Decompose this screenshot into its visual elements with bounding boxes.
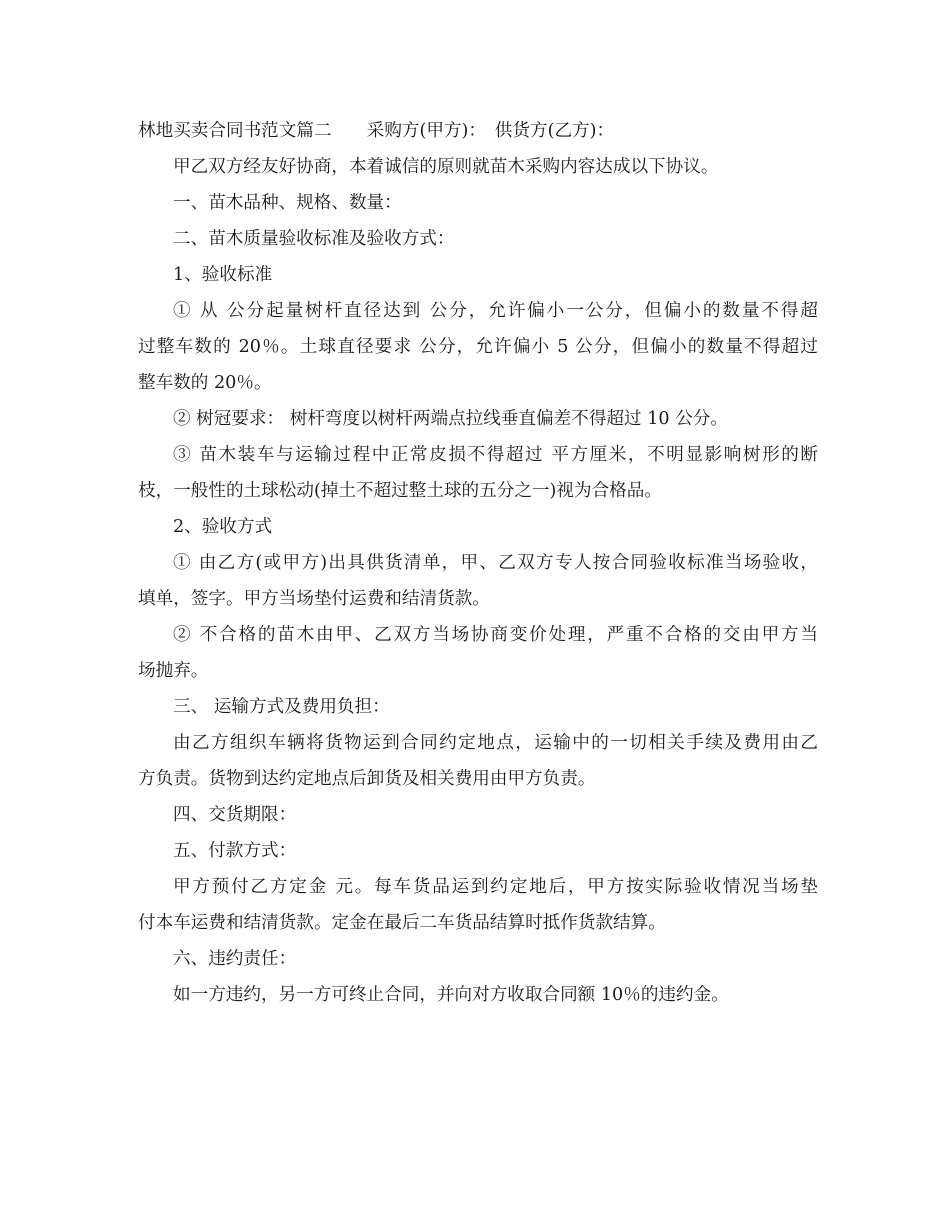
text-line: 四、交货期限： xyxy=(173,805,297,825)
text-line: ③ 苗木装车与运输过程中正常皮损不得超过 平方厘米，不明显影响树形的断 xyxy=(173,445,818,465)
document-body xyxy=(138,113,818,1013)
text-line: 如一方违约，另一方可终止合同，并向对方收取合同额 10％的违约金。 xyxy=(173,985,729,1005)
text-line: ② 树冠要求： 树杆弯度以树杆两端点拉线垂直偏差不得超过 10 公分。 xyxy=(173,409,728,429)
text-line: 1、验收标准 xyxy=(173,265,273,285)
text-line: 填单，签字。甲方当场垫付运费和结清货款。 xyxy=(138,589,490,609)
text-line: 过整车数的 20％。土球直径要求 公分，允许偏小 5 公分，但偏小的数量不得超过 xyxy=(138,337,818,357)
text-line: 方负责。货物到达约定地点后卸货及相关费用由甲方负责。 xyxy=(138,769,596,789)
text-line: 付本车运费和结清货款。定金在最后二车货品结算时抵作货款结算。 xyxy=(138,913,666,933)
text-line: 场抛弃。 xyxy=(138,661,209,681)
text-line: 甲方预付乙方定金 元。每车货品运到约定地后，甲方按实际验收情况当场垫 xyxy=(173,877,818,897)
text-line: 五、付款方式： xyxy=(173,841,297,861)
text-line: 整车数的 20％。 xyxy=(138,373,272,393)
text-line: 林地买卖合同书范文篇二 采购方(甲方)： 供货方(乙方)： xyxy=(138,121,615,141)
text-line: ① 由乙方(或甲方)出具供货清单，甲、乙双方专人按合同验收标准当场验收， xyxy=(173,553,818,573)
text-line: 一、苗木品种、规格、数量： xyxy=(173,193,402,213)
text-line: 甲乙双方经友好协商，本着诚信的原则就苗木采购内容达成以下协议。 xyxy=(173,157,719,177)
text-line: 二、苗木质量验收标准及验收方式： xyxy=(173,229,455,249)
text-line: 由乙方组织车辆将货物运到合同约定地点，运输中的一切相关手续及费用由乙 xyxy=(173,733,818,753)
text-line: 2、验收方式 xyxy=(173,517,273,537)
text-line: 六、违约责任： xyxy=(173,949,297,969)
text-line: ② 不合格的苗木由甲、乙双方当场协商变价处理，严重不合格的交由甲方当 xyxy=(173,625,818,645)
text-line: 枝，一般性的土球松动(掉土不超过整土球的五分之一)视为合格品。 xyxy=(138,481,662,501)
text-line: ① 从 公分起量树杆直径达到 公分，允许偏小一公分，但偏小的数量不得超 xyxy=(173,301,818,321)
text-line: 三、 运输方式及费用负担： xyxy=(173,697,390,717)
